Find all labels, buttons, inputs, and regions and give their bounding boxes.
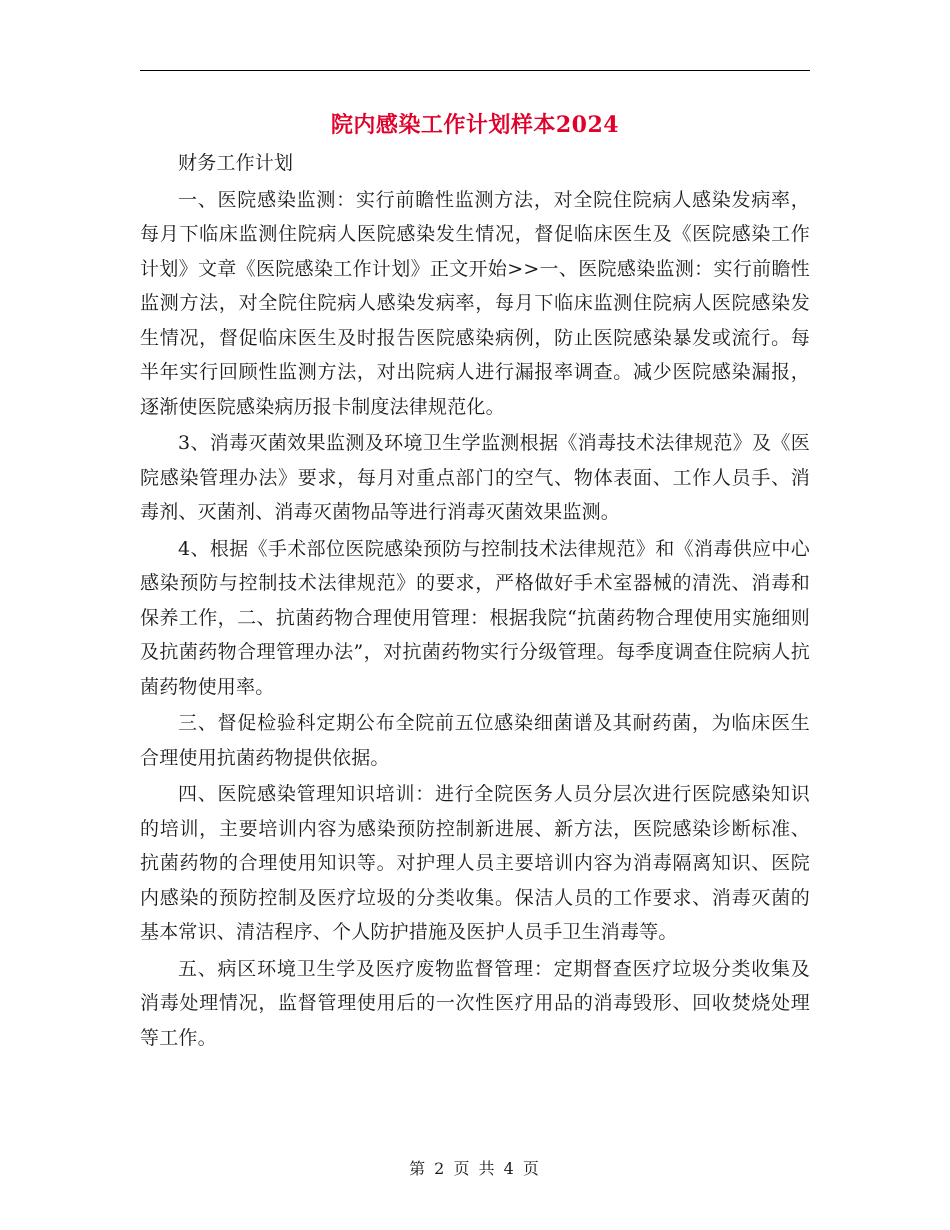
paragraph-lab-supervision: 三、督促检验科定期公布全院前五位感染细菌谱及其耐药菌，为临床医生合理使用抗菌药物提供依据。: [140, 712, 810, 769]
header-rule: [140, 70, 810, 71]
paragraph-surgical-prevention: 4、根据《手术部位医院感染预防与控制技术法律规范》和《消毒供应中心感染预防与控制技术法律规范》的要求，严格做好手术室器械的清洗、消毒和保养工作，二、抗菌药物合理使用管理：根据我院“抗菌药物合理使用实施细则及抗菌药物合理管理办法”，对抗菌药物实行分级管理。每季度调查住院病人抗菌药物使用率。: [140, 537, 810, 698]
document-title: 院内感染工作计划样本2024: [330, 112, 620, 138]
paragraph-disinfection-monitoring: 3、消毒灭菌效果监测及环境卫生学监测根据《消毒技术法律规范》及《医院感染管理办法》要求，每月对重点部门的空气、物体表面、工作人员手、消毒剂、灭菌剂、消毒灭菌物品等进行消毒灭菌效果监测。: [140, 432, 810, 523]
paragraph-section-label: 财务工作计划: [178, 152, 294, 174]
paragraph-waste-management: 五、病区环境卫生学及医疗废物监督管理：定期督查医疗垃圾分类收集及消毒处理情况，监督管理使用后的一次性医疗用品的消毒毁形、回收焚烧处理等工作。: [140, 957, 810, 1049]
paragraph-infection-monitoring: 一、医院感染监测：实行前瞻性监测方法，对全院住院病人感染发病率，每月下临床监测住院病人医院感染发生情况，督促临床医生及《医院感染工作计划》文章《医院感染工作计划》正文开始>>一、医院感染监测：实行前瞻性监测方法，对全院住院病人感染发病率，每月下临床监测住院病人医院感染发生情况，督促临床医生及时报告医院感染病例，防止医院感染暴发或流行。每半年实行回顾性监测方法，对出院病人进行漏报率调查。减少医院感染漏报，逐渐使医院感染病历报卡制度法律规范化。: [140, 188, 810, 418]
document-body: [140, 146, 810, 1057]
paragraph-training: 四、医院感染管理知识培训：进行全院医务人员分层次进行医院感染知识的培训，主要培训内容为感染预防控制新进展、新方法，医院感染诊断标准、抗菌药物的合理使用知识等。对护理人员主要培训内容为消毒隔离知识、医院内感染的预防控制及医疗垃圾的分类收集。保洁人员的工作要求、消毒灭菌的基本常识、清洁程序、个人防护措施及医护人员手卫生消毒等。: [140, 783, 810, 943]
page-number-footer: 第 2 页 共 4 页: [409, 1159, 541, 1178]
